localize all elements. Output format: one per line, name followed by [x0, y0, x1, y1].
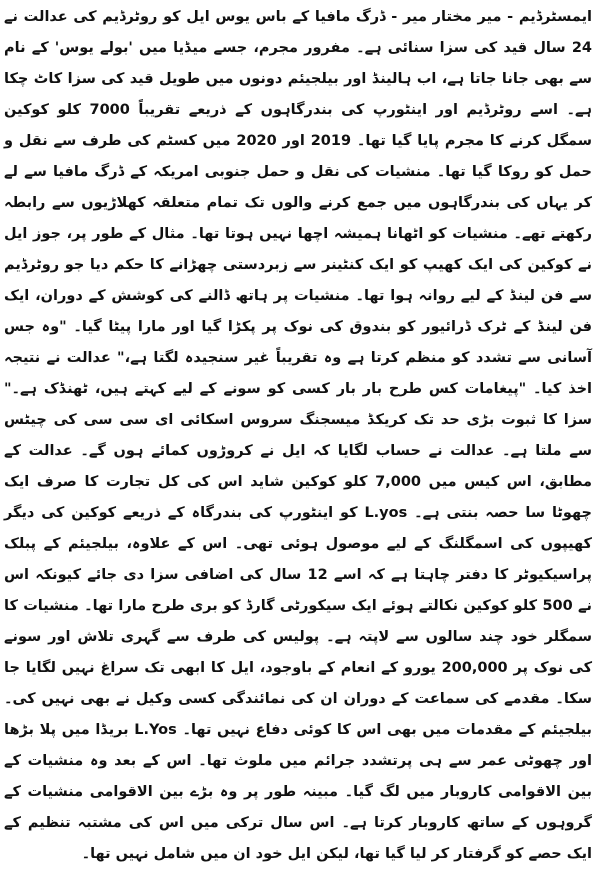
article-paragraph: ایمسٹرڈیم - میر مختار میر - ڈرگ مافیا کے باس یوس ایل کو روٹرڈیم کی عدالت نے 24 سال قید کی سزا سنائی ہے۔ مفرور مجرم، جسے میڈیا میں 'بولے یوس' کے نام سے بھی جانا جاتا ہے، اب ہالینڈ اور بیلجیئم دونوں میں طویل قید کی سزا کاٹ چکا ہے۔ اسے روٹرڈیم اور اینٹورپ کی بندرگاہوں کے ذریعے تقریباً 7000 کلو کوکین سمگل کرنے کا مجرم پایا گیا تھا۔ 2019 اور 2020 میں کسٹم کی طرف سے نقل و حمل کو روکا گیا تھا۔ منشیات کی نقل و حمل جنوبی امریکہ کے ڈرگ مافیا سے لے کر یہاں کی بندرگاہوں میں جمع کرنے والوں تک تمام متعلقہ کھلاڑیوں سے رابطہ رکھتے تھے۔ منشیات کو اٹھانا ہمیشہ اچھا نہیں ہوتا تھا۔ مثال کے طور پر، جوز ایل نے کوکین کی ایک کھیپ کو ایک کنٹینر سے زبردستی چھڑانے کا حکم دیا جو روٹرڈیم سے فن لینڈ کے لیے روانہ ہوا تھا۔ منشیات پر ہاتھ ڈالنے کی کوشش کے دوران، ایک فن لینڈ کے ٹرک ڈرائیور کو بندوق کی نوک پر پکڑا گیا اور مارا پیٹا گیا۔ "وہ جس آسانی سے تشدد کو منظم کرتا ہے وہ تقریباً غیر سنجیدہ لگتا ہے،" عدالت نے نتیجہ اخذ کیا۔ "پیغامات کس طرح بار بار کسی کو سونے کے لیے کہتے ہیں، ٹھنڈک ہے۔" سزا کا ثبوت بڑی حد تک کریکڈ میسجنگ سروس اسکائی ای سی سی کی چیٹس سے ملتا ہے۔ عدالت نے حساب لگایا کہ ایل نے کروڑوں کمائے ہوں گے۔ عدالت کے مطابق، اس کیس میں 7,000 کلو کوکین شاید اس کی کل تجارت کا صرف ایک چھوٹا سا حصہ بنتی ہے۔ L.yos کو اینٹورپ کی بندرگاہ کے ذریعے کوکین کی دیگر کھیپوں کی اسمگلنگ کے لیے موصول ہوئی تھی۔ اس کے علاوہ، بیلجیئم کے پبلک پراسیکیوٹر کا دفتر چاہتا ہے کہ اسے 12 سال کی اضافی سزا دی جائے کیونکہ اس نے 500 کلو کوکین نکالتے ہوئے ایک سیکورٹی گارڈ کو بری طرح مارا تھا۔ منشیات کا سمگلر خود چند سالوں سے لاپتہ ہے۔ پولیس کی طرف سے گہری تلاش اور سونے کی نوک پر 200,000 یورو کے انعام کے باوجود، ایل کا ابھی تک سراغ نہیں لگایا جا سکا۔ مقدمے کی سماعت کے دوران ان کی نمائندگی کسی وکیل نے بھی نہیں کی۔ بیلجیئم کے مقدمات میں بھی اس کا کوئی دفاع نہیں تھا۔ L.Yos بریڈا میں پلا بڑھا اور چھوٹی عمر سے ہی پرتشدد جرائم میں ملوث تھا۔ اس کے بعد وہ منشیات کے بین الاقوامی کاروبار میں لگ گیا۔ مبینہ طور پر وہ بڑے بین الاقوامی منشیات کے گروہوں کے ساتھ کاروبار کرتا ہے۔ اس سال ترکی میں اس کی مشتبہ تنظیم کے ایک حصے کو گرفتار کر لیا گیا تھا، لیکن ایل خود ان میں شامل نہیں تھا۔ [4, 9, 592, 862]
article-body [4, 2, 592, 870]
